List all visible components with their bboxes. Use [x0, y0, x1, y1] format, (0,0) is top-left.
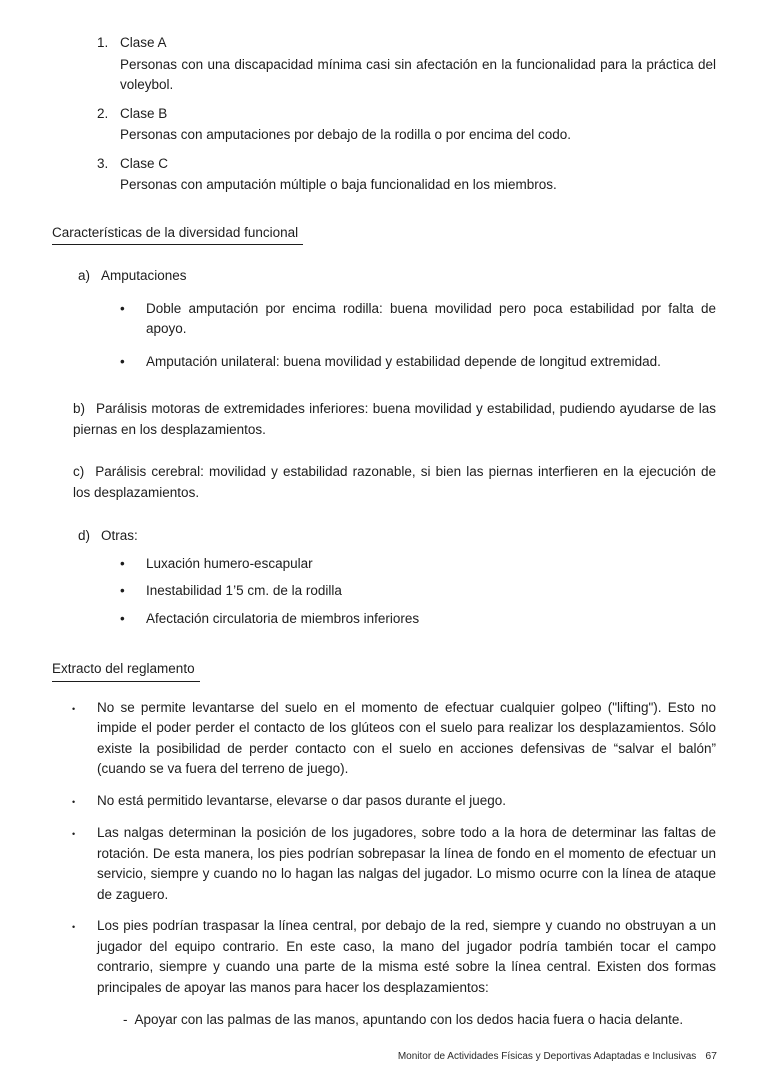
bullet-marker	[120, 352, 146, 373]
bullet-marker	[72, 698, 97, 780]
lettered-item-a	[78, 266, 716, 287]
bullet-marker	[72, 823, 97, 905]
dash-marker: -	[123, 1012, 128, 1027]
rule-text: No se permite levantarse del suelo en el momento de efectuar cualquier golpeo ("lifting"). Esto no impide el poder perder el contacto de los glúteos con el suelo para realizar los desplazamientos. Sólo existe la posibilidad de perder contacto con el suelo en acciones defensivas de “salvar el balón” (cuando se va fuera del terreno de juego).	[97, 699, 716, 776]
sub-bullet-text: Apoyar con las palmas de las manos, apuntando con los dedos hacia fuera o hacia delante.	[134, 1012, 684, 1027]
bullet-text: Inestabilidad 1’5 cm. de la rodilla	[146, 583, 342, 598]
otras-bullet-list	[52, 554, 716, 630]
list-item	[120, 554, 716, 575]
list-item	[72, 916, 716, 998]
class-item-c-title-row	[97, 154, 716, 175]
class-item-a-description: Personas con una discapacidad mínima casi sin afectación en la funcionalidad para la práctica del voleybol.	[120, 56, 716, 92]
list-item	[72, 698, 716, 780]
list-item	[120, 581, 716, 602]
rule-text: Los pies podrían traspasar la línea central, por debajo de la red, siempre y cuando no obstruyan a un jugador del equipo contrario. En este caso, la mano del jugador podría también tocar el campo contrario, siempre y cuando una parte de la misma esté sobre la línea central. Existen dos formas principales de apoyar las manos para hacer los desplazamientos:	[97, 918, 716, 995]
features-heading-text: Características de la diversidad funcional	[52, 223, 303, 246]
list-number: 2.	[97, 105, 109, 121]
rule-text: Las nalgas determinan la posición de los jugadores, sobre todo a la hora de determinar las faltas de rotación. De esta manera, los pies podrían sobrepasar la línea de fondo en el momento de efectuar un servicio, siempre y cuando no lo hagan las nalgas del jugador. Lo mismo ocurre con la línea de ataque de zaguero.	[97, 825, 716, 902]
bullet-marker	[72, 791, 97, 813]
bullet-marker	[120, 609, 146, 630]
letter-label: a)	[78, 268, 91, 283]
sub-bullet-item	[97, 1010, 716, 1031]
bullet-marker	[120, 299, 146, 340]
list-item	[120, 352, 716, 373]
letter-label: c)	[73, 464, 85, 479]
letter-label: b)	[73, 401, 86, 416]
footer-title: Monitor de Actividades Físicas y Deportivas Adaptadas e Inclusivas	[397, 1051, 697, 1062]
bullet-text: Afectación circulatoria de miembros inferiores	[146, 610, 420, 626]
bullet-marker	[120, 554, 146, 575]
list-item	[72, 791, 716, 813]
bullet-text: Amputación unilateral: buena movilidad y estabilidad depende de longitud extremidad.	[146, 353, 661, 369]
bullet-marker	[120, 581, 146, 602]
features-section-heading	[52, 223, 716, 246]
rules-section-heading	[52, 659, 716, 682]
page-number: 67	[705, 1050, 717, 1062]
bullet-text: Doble amputación por encima rodilla: buena movilidad pero poca estabilidad por falta de apoyo.	[146, 300, 716, 336]
lettered-item-c-text: Parálisis cerebral: movilidad y estabilidad razonable, si bien las piernas interfieren en la ejecución de los desplazamientos.	[73, 464, 716, 500]
class-item-c-description: Personas con amputación múltiple o baja funcionalidad en los miembros.	[120, 177, 557, 192]
rules-bullet-list	[52, 698, 716, 999]
lettered-item-d-title: Otras:	[101, 528, 138, 543]
rule-text: No está permitido levantarse, elevarse o dar pasos durante el juego.	[97, 792, 506, 808]
class-item-a	[52, 33, 716, 96]
class-item-a-title-row	[97, 33, 716, 54]
class-item-b-description: Personas con amputaciones por debajo de la rodilla o por encima del codo.	[120, 127, 572, 142]
amputations-bullet-list	[52, 299, 716, 373]
class-item-b-title-row	[97, 104, 716, 125]
lettered-item-b	[73, 399, 716, 440]
class-item-b	[52, 104, 716, 146]
list-number: 1.	[97, 35, 109, 50]
lettered-item-c	[73, 462, 716, 503]
list-item	[120, 299, 716, 340]
lettered-item-d	[78, 526, 716, 547]
class-item-b-title: Clase B	[120, 105, 168, 121]
class-item-a-title: Clase A	[120, 35, 167, 50]
list-item	[72, 823, 716, 905]
page-footer	[398, 1050, 717, 1063]
class-item-c-title: Clase C	[120, 155, 169, 171]
bullet-marker	[72, 916, 97, 998]
list-number: 3.	[97, 155, 109, 171]
bullet-text: Luxación humero-escapular	[146, 555, 313, 571]
letter-label: d)	[78, 528, 91, 543]
lettered-item-b-text: Parálisis motoras de extremidades inferiores: buena movilidad y estabilidad, pudiendo ayudarse de las piernas en los desplazamientos.	[73, 401, 716, 437]
lettered-item-a-title: Amputaciones	[101, 268, 187, 283]
list-item	[120, 609, 716, 630]
rules-heading-text: Extracto del reglamento	[52, 659, 200, 682]
class-item-c	[52, 154, 716, 196]
